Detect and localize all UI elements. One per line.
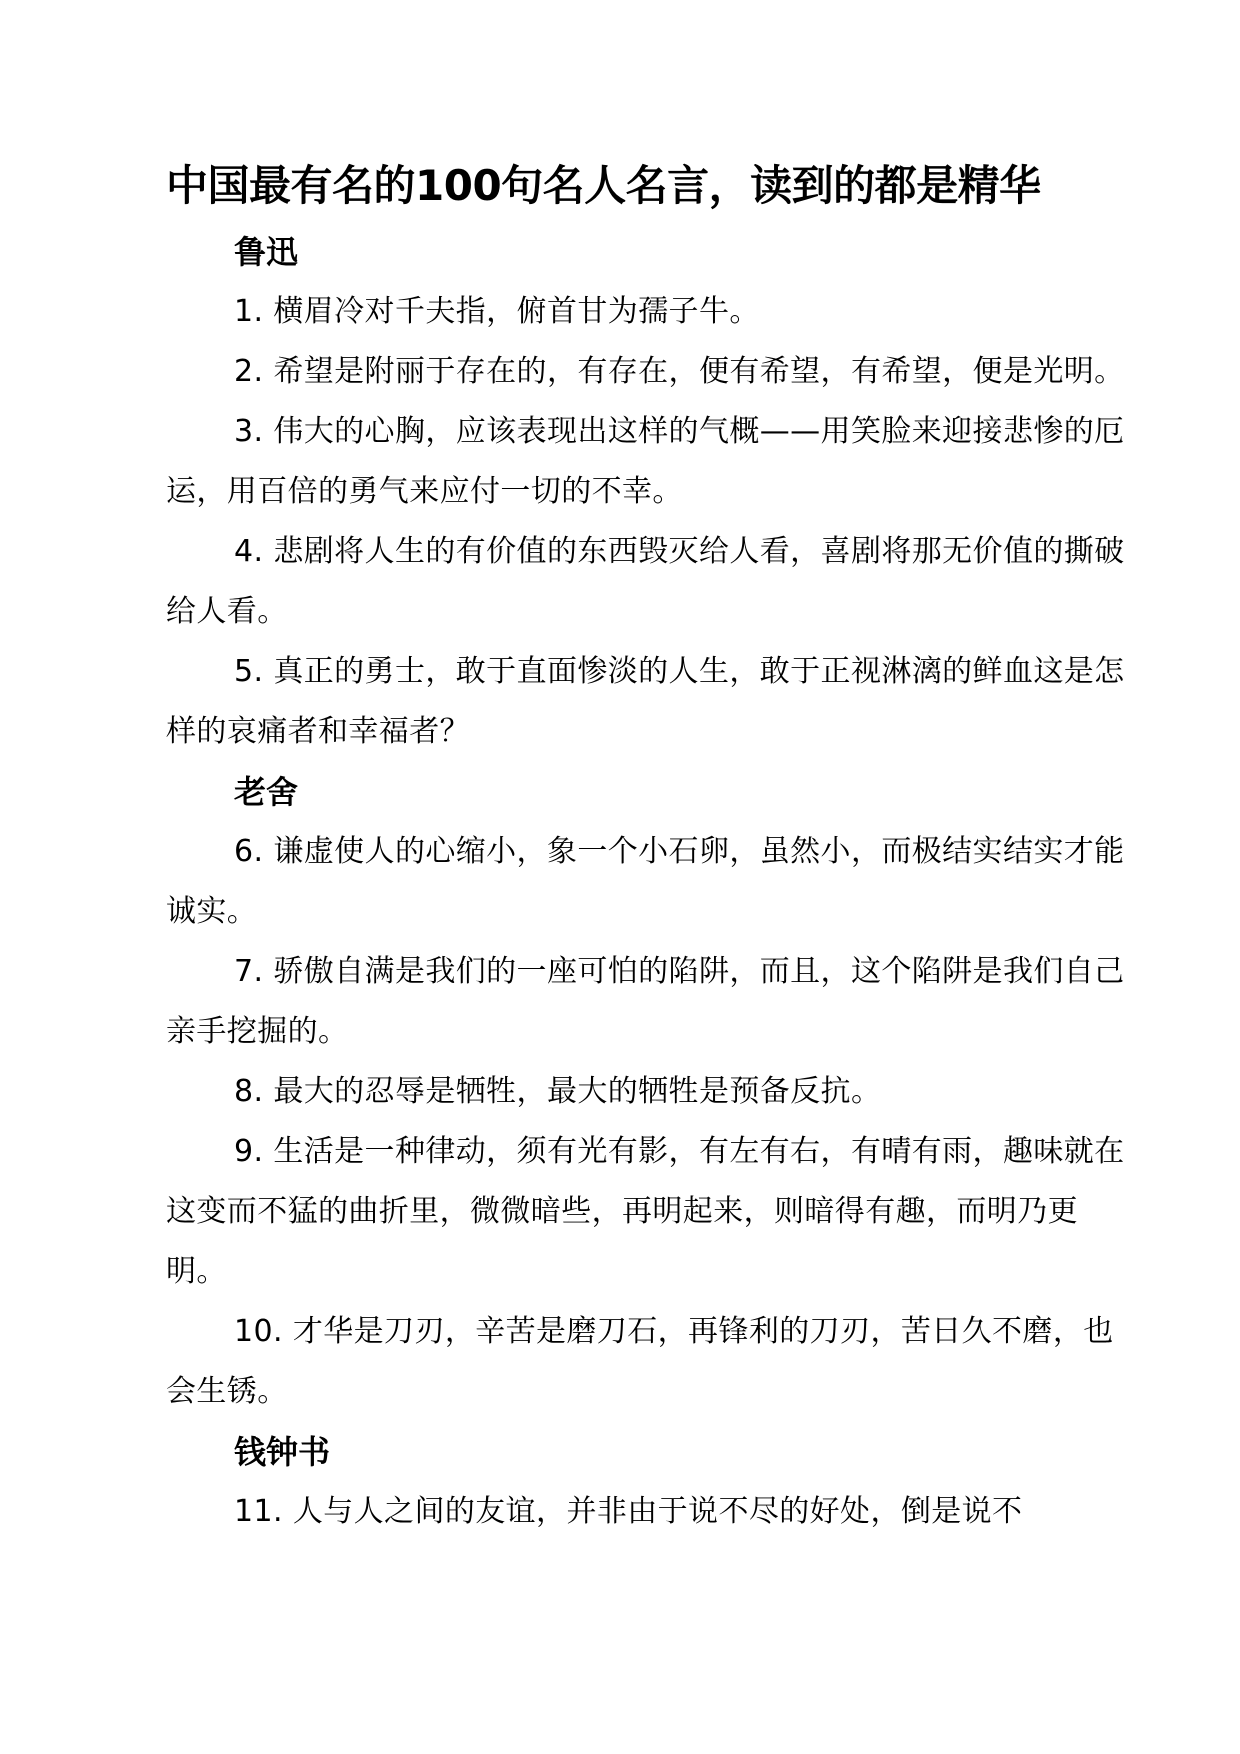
section-author: 鲁迅 (234, 233, 299, 271)
quote-paragraph: 8. 最大的忍辱是牺牲，最大的牺牲是预备反抗。 (234, 1074, 882, 1109)
quote-paragraph: 11. 人与人之间的友谊，并非由于说不尽的好处，倒是说不 (234, 1494, 1023, 1529)
section-author: 钱钟书 (234, 1433, 331, 1471)
document-title: 中国最有名的100句名人名言，读到的都是精华 (166, 161, 1041, 210)
quote-paragraph: 10. 才华是刀刃，辛苦是磨刀石，再锋利的刀刃，苦日久不磨，也会生锈。 (166, 1314, 1114, 1409)
document-page (166, 150, 1126, 1542)
quote-paragraph: 5. 真正的勇士，敢于直面惨淡的人生，敢于正视淋漓的鲜血这是怎样的哀痛者和幸福者？ (166, 654, 1125, 749)
quote-paragraph: 1. 横眉冷对千夫指，俯首甘为孺子牛。 (234, 294, 760, 329)
quote-paragraph: 2. 希望是附丽于存在的，有存在，便有希望，有希望，便是光明。 (234, 354, 1125, 389)
quote-paragraph: 4. 悲剧将人生的有价值的东西毁灭给人看，喜剧将那无价值的撕破给人看。 (166, 534, 1125, 629)
quote-paragraph: 7. 骄傲自满是我们的一座可怕的陷阱，而且，这个陷阱是我们自己亲手挖掘的。 (166, 954, 1125, 1049)
section-author: 老舍 (234, 773, 299, 811)
section-qian-zhongshu (166, 1422, 1126, 1542)
quote-paragraph: 3. 伟大的心胸，应该表现出这样的气概——用笑脸来迎接悲惨的厄运，用百倍的勇气来应付一切的不幸。 (166, 414, 1125, 509)
quote-paragraph: 6. 谦虚使人的心缩小，象一个小石卵，虽然小，而极结实结实才能诚实。 (166, 834, 1125, 929)
quote-paragraph: 9. 生活是一种律动，须有光有影，有左有右，有晴有雨，趣味就在这变而不猛的曲折里，微微暗些，再明起来，则暗得有趣，而明乃更明。 (166, 1134, 1125, 1289)
section-lu-xun (166, 222, 1126, 762)
section-lao-she (166, 762, 1126, 1422)
